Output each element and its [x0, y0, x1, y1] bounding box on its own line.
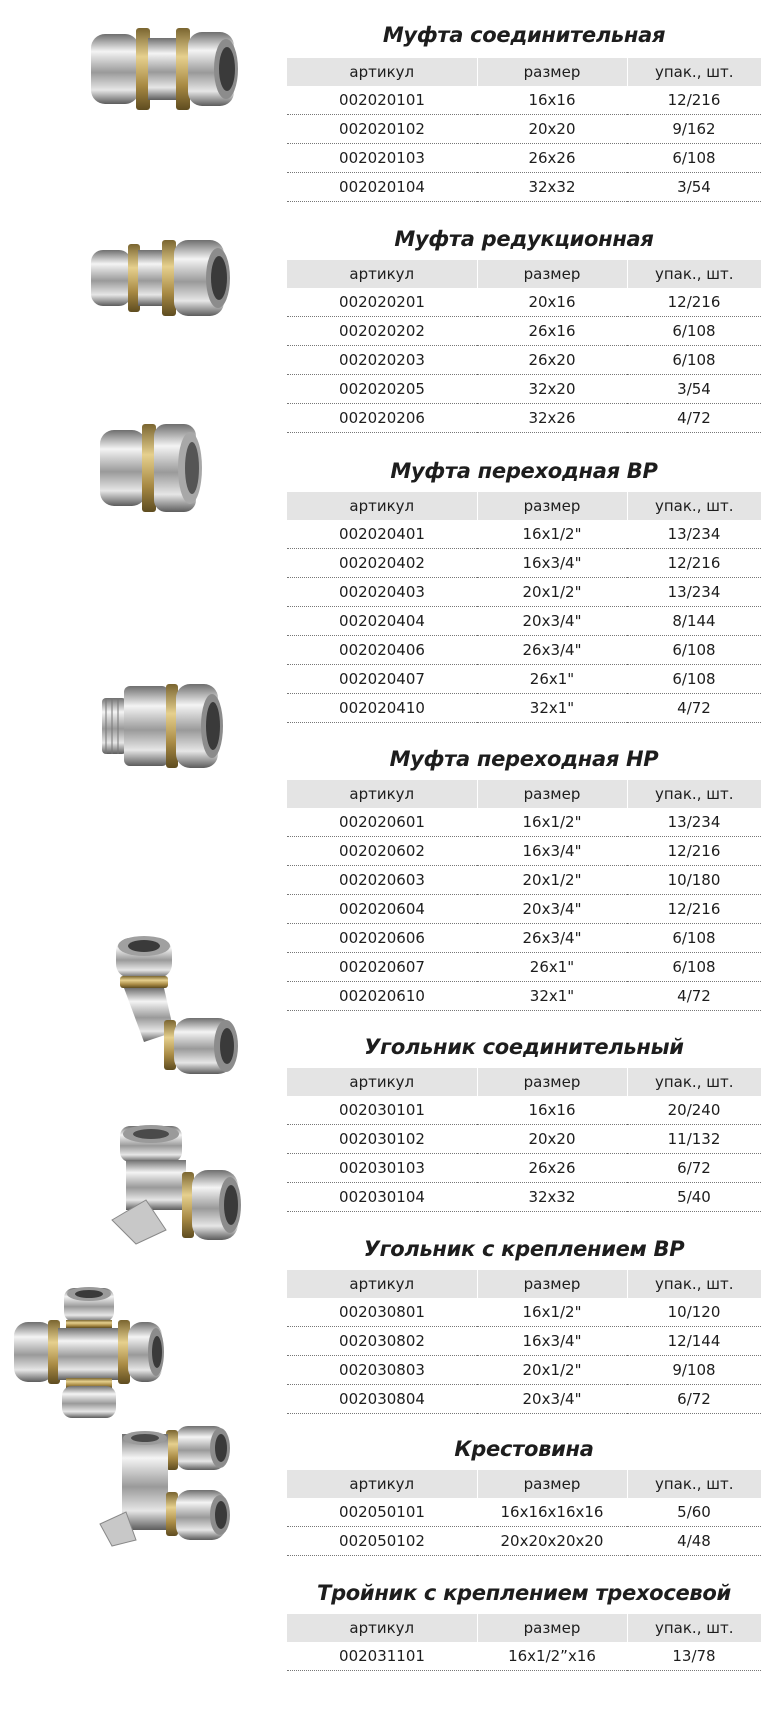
pack-cell: 9/162: [627, 115, 761, 144]
pack-cell: 20/240: [627, 1096, 761, 1125]
article-cell: 002030801: [287, 1298, 477, 1327]
table-row: [287, 288, 761, 317]
table-row: [287, 607, 761, 636]
col-header-size: размер: [477, 1068, 627, 1096]
col-header-pack: упак., шт.: [627, 260, 761, 288]
table-row: [287, 346, 761, 375]
col-header-size: размер: [477, 260, 627, 288]
article-cell: 002030103: [287, 1154, 477, 1183]
pack-cell: 4/72: [627, 694, 761, 723]
article-cell: 002030102: [287, 1125, 477, 1154]
table-row: [287, 549, 761, 578]
size-cell: 16x3/4": [477, 837, 627, 866]
spec-table: [287, 780, 761, 1011]
size-cell: 32x20: [477, 375, 627, 404]
article-cell: 002030804: [287, 1385, 477, 1414]
article-cell: 002050102: [287, 1527, 477, 1556]
size-cell: 20x1/2": [477, 578, 627, 607]
table-row: [287, 837, 761, 866]
article-cell: 002020602: [287, 837, 477, 866]
size-cell: 26x16: [477, 317, 627, 346]
pack-cell: 13/78: [627, 1642, 761, 1671]
table-row: [287, 953, 761, 982]
article-cell: 002020604: [287, 895, 477, 924]
table-row: [287, 694, 761, 723]
col-header-pack: упак., шт.: [627, 780, 761, 808]
pack-cell: 4/48: [627, 1527, 761, 1556]
pack-cell: 6/108: [627, 924, 761, 953]
pack-cell: 8/144: [627, 607, 761, 636]
table-row: [287, 1125, 761, 1154]
article-cell: 002020205: [287, 375, 477, 404]
table-row: [287, 1498, 761, 1527]
size-cell: 20x20: [477, 1125, 627, 1154]
pack-cell: 6/108: [627, 665, 761, 694]
pack-cell: 12/216: [627, 895, 761, 924]
pack-cell: 6/108: [627, 317, 761, 346]
spec-table: [287, 1068, 761, 1212]
cross-fitting-icon: [8, 1282, 168, 1422]
table-row: [287, 1327, 761, 1356]
article-cell: 002030104: [287, 1183, 477, 1212]
col-header-article: артикул: [287, 1270, 477, 1298]
pack-cell: 13/234: [627, 520, 761, 549]
pack-cell: 6/72: [627, 1154, 761, 1183]
size-cell: 16x1/2”x16: [477, 1642, 627, 1671]
table-row: [287, 115, 761, 144]
pack-cell: 12/216: [627, 86, 761, 115]
pack-cell: 12/216: [627, 549, 761, 578]
article-cell: 002020410: [287, 694, 477, 723]
article-cell: 002020202: [287, 317, 477, 346]
pack-cell: 3/54: [627, 375, 761, 404]
table-row: [287, 375, 761, 404]
size-cell: 26x20: [477, 346, 627, 375]
size-cell: 16x1/2": [477, 808, 627, 837]
spec-table: [287, 492, 761, 723]
section-title: Муфта редукционная: [394, 227, 654, 251]
pack-cell: 5/60: [627, 1498, 761, 1527]
article-cell: 002020404: [287, 607, 477, 636]
size-cell: 32x1": [477, 982, 627, 1011]
col-header-size: размер: [477, 58, 627, 86]
section-title: Крестовина: [454, 1437, 594, 1461]
article-cell: 002020610: [287, 982, 477, 1011]
table-row: [287, 1642, 761, 1671]
section-title: Муфта соединительная: [382, 23, 666, 47]
pack-cell: 4/72: [627, 404, 761, 433]
size-cell: 26x1": [477, 665, 627, 694]
table-row: [287, 1385, 761, 1414]
spec-table: [287, 1270, 761, 1414]
table-row: [287, 86, 761, 115]
col-header-size: размер: [477, 1470, 627, 1498]
size-cell: 20x3/4": [477, 895, 627, 924]
col-header-pack: упак., шт.: [627, 1614, 761, 1642]
table-row: [287, 866, 761, 895]
section-title: Угольник с креплением ВР: [363, 1237, 685, 1261]
size-cell: 32x1": [477, 694, 627, 723]
article-cell: 002020407: [287, 665, 477, 694]
table-row: [287, 404, 761, 433]
col-header-size: размер: [477, 780, 627, 808]
col-header-article: артикул: [287, 1068, 477, 1096]
size-cell: 26x3/4": [477, 924, 627, 953]
female-adapter-fitting-icon: [96, 418, 206, 518]
article-cell: 002020104: [287, 173, 477, 202]
table-row: [287, 173, 761, 202]
article-cell: 002020607: [287, 953, 477, 982]
size-cell: 16x3/4": [477, 549, 627, 578]
col-header-size: размер: [477, 1614, 627, 1642]
size-cell: 26x3/4": [477, 636, 627, 665]
table-row: [287, 1183, 761, 1212]
pack-cell: 6/108: [627, 953, 761, 982]
col-header-pack: упак., шт.: [627, 58, 761, 86]
article-cell: 002020402: [287, 549, 477, 578]
table-row: [287, 578, 761, 607]
article-cell: 002020406: [287, 636, 477, 665]
section-title: Муфта переходная ВР: [390, 459, 658, 483]
size-cell: 16x1/2": [477, 520, 627, 549]
article-cell: 002020102: [287, 115, 477, 144]
wall-tee-fitting-icon: [96, 1420, 246, 1550]
table-row: [287, 144, 761, 173]
wall-elbow-fitting-icon: [106, 1120, 246, 1250]
section-title: Тройник с креплением трехосевой: [317, 1581, 731, 1605]
size-cell: 16x1/2": [477, 1298, 627, 1327]
col-header-pack: упак., шт.: [627, 1470, 761, 1498]
size-cell: 20x3/4": [477, 1385, 627, 1414]
table-row: [287, 665, 761, 694]
size-cell: 20x16: [477, 288, 627, 317]
reducing-coupling-fitting-icon: [86, 228, 236, 324]
article-cell: 002030802: [287, 1327, 477, 1356]
col-header-article: артикул: [287, 1470, 477, 1498]
article-cell: 002020101: [287, 86, 477, 115]
size-cell: 20x20x20x20: [477, 1527, 627, 1556]
table-row: [287, 895, 761, 924]
article-cell: 002020103: [287, 144, 477, 173]
col-header-pack: упак., шт.: [627, 492, 761, 520]
size-cell: 20x1/2": [477, 866, 627, 895]
straight-coupling-fitting-icon: [86, 14, 246, 124]
col-header-article: артикул: [287, 58, 477, 86]
table-row: [287, 1527, 761, 1556]
col-header-pack: упак., шт.: [627, 1270, 761, 1298]
table-row: [287, 636, 761, 665]
size-cell: 16x16x16x16: [477, 1498, 627, 1527]
article-cell: 002050101: [287, 1498, 477, 1527]
spec-table: [287, 58, 761, 202]
table-row: [287, 1154, 761, 1183]
pack-cell: 12/216: [627, 837, 761, 866]
pack-cell: 10/120: [627, 1298, 761, 1327]
section-title: Муфта переходная НР: [389, 747, 659, 771]
article-cell: 002020606: [287, 924, 477, 953]
size-cell: 20x20: [477, 115, 627, 144]
col-header-size: размер: [477, 1270, 627, 1298]
pack-cell: 10/180: [627, 866, 761, 895]
size-cell: 32x32: [477, 1183, 627, 1212]
article-cell: 002020403: [287, 578, 477, 607]
pack-cell: 6/108: [627, 636, 761, 665]
size-cell: 26x26: [477, 144, 627, 173]
article-cell: 002020401: [287, 520, 477, 549]
col-header-article: артикул: [287, 260, 477, 288]
size-cell: 16x16: [477, 86, 627, 115]
article-cell: 002020601: [287, 808, 477, 837]
pack-cell: 4/72: [627, 982, 761, 1011]
pack-cell: 3/54: [627, 173, 761, 202]
col-header-pack: упак., шт.: [627, 1068, 761, 1096]
size-cell: 26x26: [477, 1154, 627, 1183]
col-header-article: артикул: [287, 1614, 477, 1642]
article-cell: 002020203: [287, 346, 477, 375]
pack-cell: 12/144: [627, 1327, 761, 1356]
size-cell: 16x3/4": [477, 1327, 627, 1356]
spec-table: [287, 260, 761, 433]
size-cell: 32x26: [477, 404, 627, 433]
pack-cell: 6/108: [627, 346, 761, 375]
pack-cell: 9/108: [627, 1356, 761, 1385]
col-header-article: артикул: [287, 492, 477, 520]
article-cell: 002030803: [287, 1356, 477, 1385]
pack-cell: 6/108: [627, 144, 761, 173]
size-cell: 16x16: [477, 1096, 627, 1125]
pack-cell: 11/132: [627, 1125, 761, 1154]
pack-cell: 12/216: [627, 288, 761, 317]
size-cell: 26x1": [477, 953, 627, 982]
article-cell: 002030101: [287, 1096, 477, 1125]
article-cell: 002020603: [287, 866, 477, 895]
col-header-article: артикул: [287, 780, 477, 808]
article-cell: 002031101: [287, 1642, 477, 1671]
table-row: [287, 1096, 761, 1125]
section-title: Угольник соединительный: [364, 1035, 684, 1059]
spec-table: [287, 1470, 761, 1556]
table-row: [287, 924, 761, 953]
elbow-fitting-icon: [104, 932, 244, 1082]
table-row: [287, 982, 761, 1011]
pack-cell: 5/40: [627, 1183, 761, 1212]
table-row: [287, 1298, 761, 1327]
spec-table: [287, 1614, 761, 1671]
table-row: [287, 317, 761, 346]
size-cell: 20x3/4": [477, 607, 627, 636]
pack-cell: 13/234: [627, 578, 761, 607]
col-header-size: размер: [477, 492, 627, 520]
size-cell: 20x1/2": [477, 1356, 627, 1385]
pack-cell: 6/72: [627, 1385, 761, 1414]
table-row: [287, 1356, 761, 1385]
table-row: [287, 520, 761, 549]
article-cell: 002020206: [287, 404, 477, 433]
male-adapter-fitting-icon: [96, 676, 226, 776]
pack-cell: 13/234: [627, 808, 761, 837]
article-cell: 002020201: [287, 288, 477, 317]
table-row: [287, 808, 761, 837]
size-cell: 32x32: [477, 173, 627, 202]
